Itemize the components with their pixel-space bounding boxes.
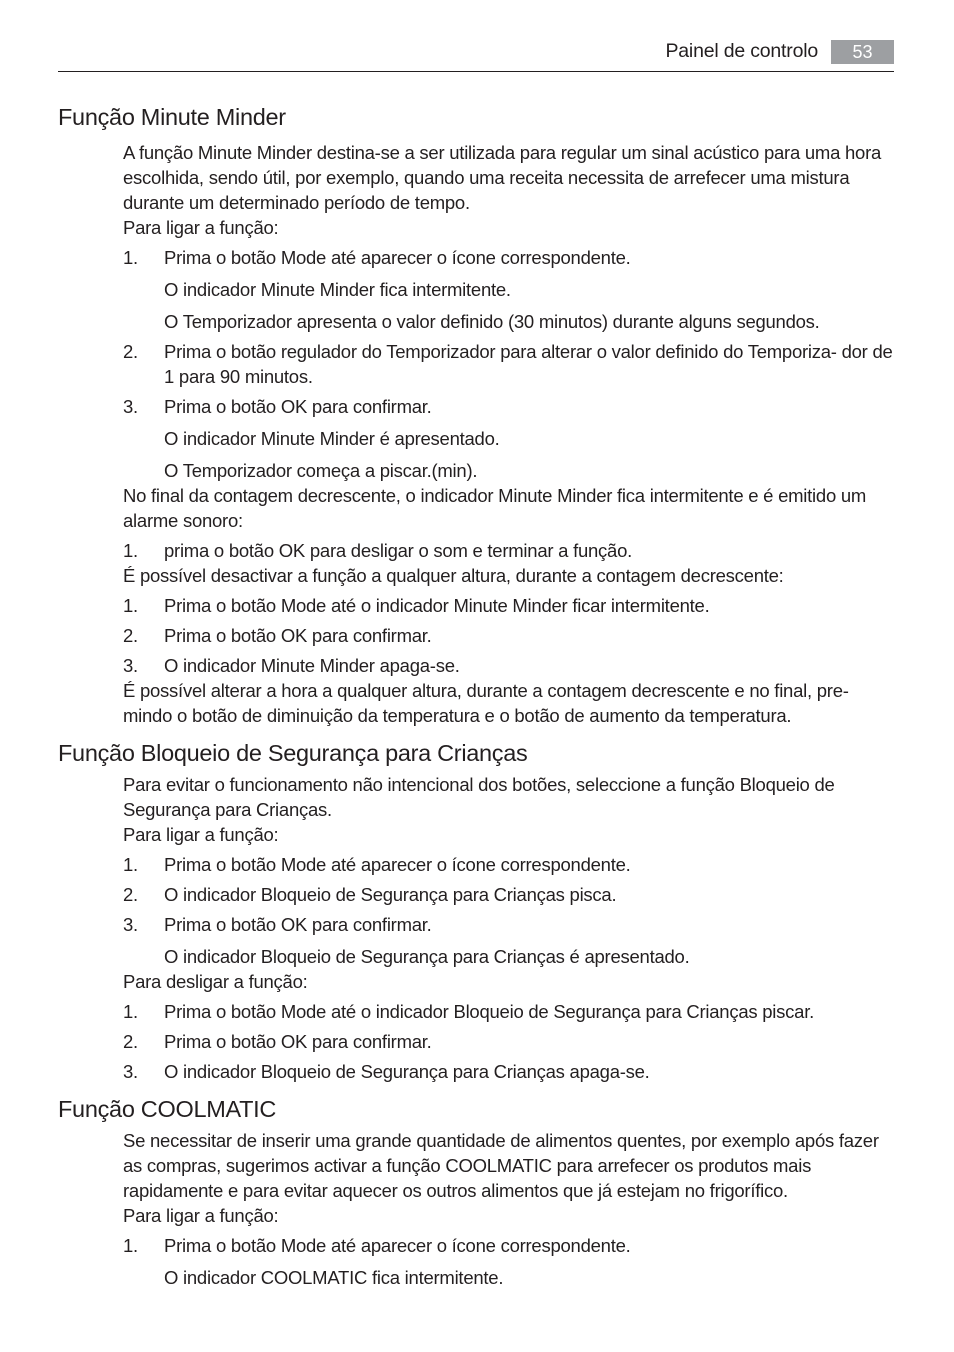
- step-number: 2.: [123, 884, 138, 905]
- step-text: Prima o botão OK para confirmar.: [164, 914, 432, 935]
- step-note: O indicador Bloqueio de Segurança para Crianças é apresentado.: [164, 946, 690, 967]
- list-item: [123, 623, 894, 648]
- step-note: O Temporizador começa a piscar.(min).: [164, 460, 478, 481]
- step-text: Prima o botão regulador do Temporizador para alterar o valor definido do Temporiza- dor de 1 para 90 minutos.: [164, 341, 893, 387]
- section-heading: Função COOLMATIC: [58, 1096, 277, 1122]
- step-text: Prima o botão OK para confirmar.: [164, 625, 432, 646]
- list-item: [123, 653, 894, 678]
- step-number: 3.: [123, 655, 138, 676]
- list-item: [123, 1233, 894, 1258]
- page-number-badge: 53: [831, 40, 894, 64]
- step-text: O indicador Bloqueio de Segurança para Crianças pisca.: [164, 884, 617, 905]
- list-item: [123, 882, 894, 907]
- step-number: 3.: [123, 396, 138, 417]
- section-intro: Se necessitar de inserir uma grande quantidade de alimentos quentes, por exemplo após fazer as compras, sugerimos activar a função COOLMATIC para arrefecer os produtos mais rapidamente e para evitar aquecer os outros alimentos que já estejam no frigorífico.: [123, 1130, 879, 1201]
- turn-on-label: Para ligar a função:: [123, 217, 279, 238]
- step-note: O indicador Minute Minder fica intermitente.: [164, 279, 511, 300]
- turn-on-label: Para ligar a função:: [123, 1205, 279, 1226]
- page-header: [58, 38, 894, 72]
- step-text: O indicador Bloqueio de Segurança para Crianças apaga-se.: [164, 1061, 650, 1082]
- step-note: O indicador COOLMATIC fica intermitente.: [164, 1267, 504, 1288]
- step-number: 1.: [123, 1001, 138, 1022]
- section-child-lock: [58, 738, 894, 1084]
- step-number: 1.: [123, 1235, 138, 1256]
- list-item: [123, 394, 894, 419]
- step-note: O indicador Minute Minder é apresentado.: [164, 428, 500, 449]
- step-number: 3.: [123, 1061, 138, 1082]
- header-section-title: Painel de controlo: [665, 40, 818, 62]
- list-item: [123, 912, 894, 937]
- deactivate-text: É possível desactivar a função a qualquer altura, durante a contagem decrescente:: [123, 565, 784, 586]
- step-number: 1.: [123, 595, 138, 616]
- step-text: O indicador Minute Minder apaga-se.: [164, 655, 460, 676]
- step-number: 2.: [123, 625, 138, 646]
- change-time-text: É possível alterar a hora a qualquer altura, durante a contagem decrescente e no final, pre- mindo o botão de diminuição da temperatura e o botão de aumento da temperatura.: [123, 680, 849, 726]
- turn-on-label: Para ligar a função:: [123, 824, 279, 845]
- section-heading: Função Minute Minder: [58, 104, 286, 130]
- step-text: prima o botão OK para desligar o som e terminar a função.: [164, 540, 633, 561]
- list-item: [123, 852, 894, 877]
- countdown-end-text: No final da contagem decrescente, o indicador Minute Minder fica intermitente e é emitido um alarme sonoro:: [123, 485, 867, 531]
- section-coolmatic: [58, 1094, 894, 1290]
- step-text: Prima o botão Mode até o indicador Minute Minder ficar intermitente.: [164, 595, 710, 616]
- page-content: [58, 102, 894, 1290]
- step-number: 1.: [123, 854, 138, 875]
- list-item: [123, 538, 894, 563]
- step-text: Prima o botão OK para confirmar.: [164, 396, 432, 417]
- list-item: [123, 339, 894, 389]
- step-text: Prima o botão OK para confirmar.: [164, 1031, 432, 1052]
- step-number: 1.: [123, 540, 138, 561]
- step-number: 2.: [123, 341, 138, 362]
- step-number: 1.: [123, 247, 138, 268]
- step-text: Prima o botão Mode até aparecer o ícone correspondente.: [164, 854, 631, 875]
- list-item: [123, 1059, 894, 1084]
- turn-off-label: Para desligar a função:: [123, 971, 308, 992]
- step-text: Prima o botão Mode até aparecer o ícone correspondente.: [164, 1235, 631, 1256]
- step-number: 3.: [123, 914, 138, 935]
- section-intro: Para evitar o funcionamento não intencional dos botões, seleccione a função Bloqueio de Segurança para Crianças.: [123, 774, 835, 820]
- step-number: 2.: [123, 1031, 138, 1052]
- list-item: [123, 245, 894, 270]
- section-minute-minder: [58, 102, 894, 728]
- step-text: Prima o botão Mode até aparecer o ícone correspondente.: [164, 247, 631, 268]
- list-item: [123, 1029, 894, 1054]
- step-text: Prima o botão Mode até o indicador Bloqueio de Segurança para Crianças piscar.: [164, 1001, 814, 1022]
- section-heading: Função Bloqueio de Segurança para Crianças: [58, 740, 528, 766]
- section-intro: A função Minute Minder destina-se a ser utilizada para regular um sinal acústico para uma hora escolhida, sendo útil, por exemplo, quando uma receita necessita de arrefecer uma mistura durante um determinado período de tempo.: [123, 142, 882, 213]
- step-note: O Temporizador apresenta o valor definido (30 minutos) durante alguns segundos.: [164, 311, 820, 332]
- list-item: [123, 999, 894, 1024]
- list-item: [123, 593, 894, 618]
